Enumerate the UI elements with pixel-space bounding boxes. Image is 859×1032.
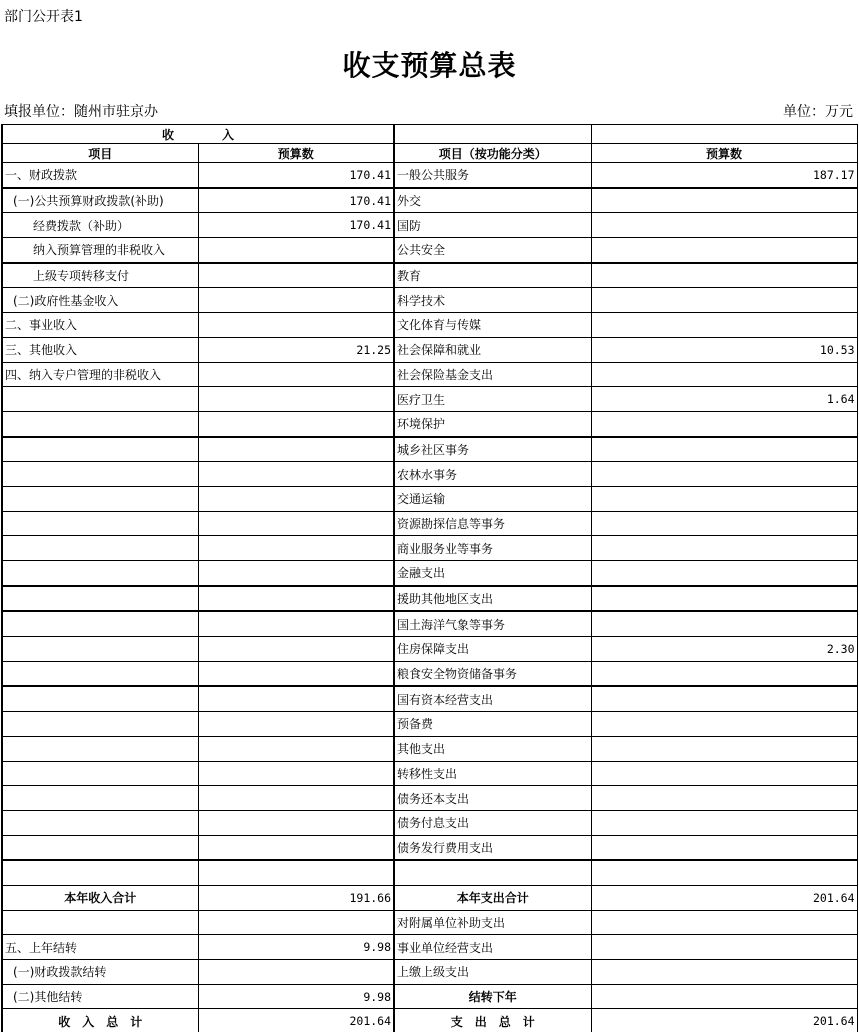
header-row-group bbox=[2, 125, 857, 144]
income-item: (一)财政拨款结转 bbox=[2, 960, 198, 985]
income-amount bbox=[198, 761, 394, 786]
table-row bbox=[2, 935, 857, 960]
col-budget: 预算数 bbox=[198, 144, 394, 163]
expense-amount bbox=[591, 486, 857, 511]
table-row bbox=[2, 561, 857, 586]
income-amount bbox=[198, 736, 394, 761]
income-item: 纳入预算管理的非税收入 bbox=[2, 238, 198, 263]
table-row bbox=[2, 238, 857, 263]
income-item bbox=[2, 661, 198, 686]
expense-item: 其他支出 bbox=[394, 736, 591, 761]
income-item bbox=[2, 686, 198, 711]
income-item: (一)公共预算财政拨款(补助) bbox=[2, 188, 198, 213]
income-amount bbox=[198, 313, 394, 338]
expense-item: 外交 bbox=[394, 188, 591, 213]
income-item bbox=[2, 736, 198, 761]
table-row bbox=[2, 761, 857, 786]
expense-item bbox=[394, 860, 591, 885]
expense-amount bbox=[591, 661, 857, 686]
income-amount bbox=[198, 411, 394, 436]
expense-item: 对附属单位补助支出 bbox=[394, 910, 591, 935]
table-row bbox=[2, 835, 857, 860]
expense-amount bbox=[591, 611, 857, 636]
expense-item: 文化体育与传媒 bbox=[394, 313, 591, 338]
income-amount bbox=[198, 960, 394, 985]
expense-amount bbox=[591, 238, 857, 263]
header-row-columns bbox=[2, 144, 857, 163]
expense-item: 援助其他地区支出 bbox=[394, 586, 591, 612]
table-row bbox=[2, 411, 857, 436]
income-item bbox=[2, 486, 198, 511]
income-amount bbox=[198, 637, 394, 662]
expense-header-blank2 bbox=[591, 125, 857, 144]
table-row bbox=[2, 637, 857, 662]
expense-item: 环境保护 bbox=[394, 411, 591, 436]
income-amount: 170.41 bbox=[198, 188, 394, 213]
table-row bbox=[2, 511, 857, 536]
expense-amount bbox=[591, 810, 857, 835]
table-row bbox=[2, 810, 857, 835]
expense-amount: 187.17 bbox=[591, 163, 857, 188]
income-item bbox=[2, 835, 198, 860]
income-header: 收 入 bbox=[2, 125, 394, 144]
income-item: (二)其他结转 bbox=[2, 984, 198, 1009]
income-item bbox=[2, 860, 198, 885]
expense-item: 科学技术 bbox=[394, 288, 591, 313]
expense-item: 城乡社区事务 bbox=[394, 437, 591, 462]
income-item: (二)政府性基金收入 bbox=[2, 288, 198, 313]
expense-item: 上缴上级支出 bbox=[394, 960, 591, 985]
expense-item: 本年支出合计 bbox=[394, 885, 591, 910]
income-item: 本年收入合计 bbox=[2, 885, 198, 910]
income-amount bbox=[198, 810, 394, 835]
expense-amount: 201.64 bbox=[591, 885, 857, 910]
income-item: 上级专项转移支付 bbox=[2, 263, 198, 288]
expense-item: 教育 bbox=[394, 263, 591, 288]
income-amount bbox=[198, 686, 394, 711]
table-row bbox=[2, 462, 857, 487]
table-row bbox=[2, 213, 857, 238]
table-row bbox=[2, 188, 857, 213]
expense-item: 转移性支出 bbox=[394, 761, 591, 786]
table-row bbox=[2, 362, 857, 387]
income-amount bbox=[198, 536, 394, 561]
expense-amount bbox=[591, 984, 857, 1009]
table-row bbox=[2, 337, 857, 362]
income-item: 经费拨款（补助） bbox=[2, 213, 198, 238]
income-amount: 21.25 bbox=[198, 337, 394, 362]
income-item bbox=[2, 611, 198, 636]
table-row bbox=[2, 960, 857, 985]
income-amount bbox=[198, 462, 394, 487]
expense-item: 资源勘探信息等事务 bbox=[394, 511, 591, 536]
income-amount bbox=[198, 511, 394, 536]
income-amount: 9.98 bbox=[198, 935, 394, 960]
table-row bbox=[2, 611, 857, 636]
expense-amount bbox=[591, 263, 857, 288]
expense-header-blank bbox=[394, 125, 591, 144]
currency-unit: 单位：万元 bbox=[783, 104, 853, 120]
expense-item: 事业单位经营支出 bbox=[394, 935, 591, 960]
page-title: 收支预算总表 bbox=[342, 49, 517, 82]
income-item bbox=[2, 411, 198, 436]
income-item bbox=[2, 536, 198, 561]
expense-amount bbox=[591, 761, 857, 786]
income-item bbox=[2, 761, 198, 786]
income-amount bbox=[198, 263, 394, 288]
col-budget2: 预算数 bbox=[591, 144, 857, 163]
income-amount bbox=[198, 486, 394, 511]
income-amount bbox=[198, 437, 394, 462]
expense-item: 医疗卫生 bbox=[394, 387, 591, 412]
expense-amount bbox=[591, 860, 857, 885]
expense-amount: 1.64 bbox=[591, 387, 857, 412]
table-row bbox=[2, 736, 857, 761]
income-item bbox=[2, 637, 198, 662]
expense-amount bbox=[591, 686, 857, 711]
col-item-func: 项目（按功能分类） bbox=[394, 144, 591, 163]
expense-amount: 201.64 bbox=[591, 1009, 857, 1032]
table-row bbox=[2, 586, 857, 612]
expense-item: 社会保险基金支出 bbox=[394, 362, 591, 387]
income-item bbox=[2, 712, 198, 737]
expense-amount bbox=[591, 462, 857, 487]
budget-table bbox=[1, 124, 858, 1032]
income-amount bbox=[198, 661, 394, 686]
expense-item: 债务付息支出 bbox=[394, 810, 591, 835]
income-amount bbox=[198, 712, 394, 737]
expense-item: 国防 bbox=[394, 213, 591, 238]
table-number-label: 部门公开表1 bbox=[4, 9, 83, 25]
expense-item: 交通运输 bbox=[394, 486, 591, 511]
income-item bbox=[2, 511, 198, 536]
income-amount: 191.66 bbox=[198, 885, 394, 910]
income-amount bbox=[198, 362, 394, 387]
table-row bbox=[2, 885, 857, 910]
income-amount bbox=[198, 288, 394, 313]
income-amount bbox=[198, 835, 394, 860]
expense-item: 农林水事务 bbox=[394, 462, 591, 487]
income-amount: 170.41 bbox=[198, 213, 394, 238]
table-row bbox=[2, 163, 857, 188]
expense-amount bbox=[591, 786, 857, 811]
income-item: 收 入 总 计 bbox=[2, 1009, 198, 1032]
income-amount bbox=[198, 786, 394, 811]
expense-amount bbox=[591, 960, 857, 985]
expense-amount bbox=[591, 736, 857, 761]
table-row bbox=[2, 313, 857, 338]
table-row bbox=[2, 686, 857, 711]
expense-amount bbox=[591, 511, 857, 536]
income-amount bbox=[198, 910, 394, 935]
income-item: 一、财政拨款 bbox=[2, 163, 198, 188]
income-amount bbox=[198, 860, 394, 885]
table-row bbox=[2, 661, 857, 686]
expense-amount bbox=[591, 313, 857, 338]
expense-amount bbox=[591, 536, 857, 561]
table-row bbox=[2, 536, 857, 561]
table-row bbox=[2, 486, 857, 511]
income-item bbox=[2, 387, 198, 412]
expense-amount bbox=[591, 835, 857, 860]
table-row bbox=[2, 437, 857, 462]
table-row bbox=[2, 387, 857, 412]
income-amount bbox=[198, 611, 394, 636]
income-item: 四、纳入专户管理的非税收入 bbox=[2, 362, 198, 387]
expense-amount bbox=[591, 910, 857, 935]
expense-item: 债务发行费用支出 bbox=[394, 835, 591, 860]
income-amount: 9.98 bbox=[198, 984, 394, 1009]
expense-item: 结转下年 bbox=[394, 984, 591, 1009]
income-item: 三、其他收入 bbox=[2, 337, 198, 362]
expense-amount bbox=[591, 712, 857, 737]
table-row bbox=[2, 786, 857, 811]
table-row bbox=[2, 263, 857, 288]
expense-amount bbox=[591, 188, 857, 213]
expense-item: 预备费 bbox=[394, 712, 591, 737]
income-item bbox=[2, 786, 198, 811]
income-item bbox=[2, 462, 198, 487]
expense-amount: 2.30 bbox=[591, 637, 857, 662]
income-amount bbox=[198, 586, 394, 612]
expense-item: 住房保障支出 bbox=[394, 637, 591, 662]
income-amount bbox=[198, 387, 394, 412]
expense-item: 债务还本支出 bbox=[394, 786, 591, 811]
income-item bbox=[2, 561, 198, 586]
table-row bbox=[2, 712, 857, 737]
expense-amount bbox=[591, 561, 857, 586]
expense-amount bbox=[591, 935, 857, 960]
table-row bbox=[2, 288, 857, 313]
expense-amount bbox=[591, 411, 857, 436]
income-amount bbox=[198, 238, 394, 263]
table-row bbox=[2, 1009, 857, 1032]
income-item bbox=[2, 437, 198, 462]
income-item: 二、事业收入 bbox=[2, 313, 198, 338]
income-item bbox=[2, 586, 198, 612]
expense-item: 金融支出 bbox=[394, 561, 591, 586]
income-item bbox=[2, 910, 198, 935]
income-item: 五、上年结转 bbox=[2, 935, 198, 960]
expense-item: 一般公共服务 bbox=[394, 163, 591, 188]
expense-amount: 10.53 bbox=[591, 337, 857, 362]
expense-item: 支 出 总 计 bbox=[394, 1009, 591, 1032]
expense-amount bbox=[591, 288, 857, 313]
reporting-unit: 填报单位：随州市驻京办 bbox=[4, 104, 158, 120]
expense-amount bbox=[591, 437, 857, 462]
income-amount: 201.64 bbox=[198, 1009, 394, 1032]
expense-item: 国有资本经营支出 bbox=[394, 686, 591, 711]
expense-amount bbox=[591, 586, 857, 612]
expense-amount bbox=[591, 362, 857, 387]
expense-item: 公共安全 bbox=[394, 238, 591, 263]
expense-item: 商业服务业等事务 bbox=[394, 536, 591, 561]
table-row bbox=[2, 910, 857, 935]
col-item: 项目 bbox=[2, 144, 198, 163]
table-row bbox=[2, 860, 857, 885]
expense-item: 社会保障和就业 bbox=[394, 337, 591, 362]
table-row bbox=[2, 984, 857, 1009]
income-item bbox=[2, 810, 198, 835]
expense-amount bbox=[591, 213, 857, 238]
expense-item: 国土海洋气象等事务 bbox=[394, 611, 591, 636]
income-amount bbox=[198, 561, 394, 586]
income-amount: 170.41 bbox=[198, 163, 394, 188]
expense-item: 粮食安全物资储备事务 bbox=[394, 661, 591, 686]
